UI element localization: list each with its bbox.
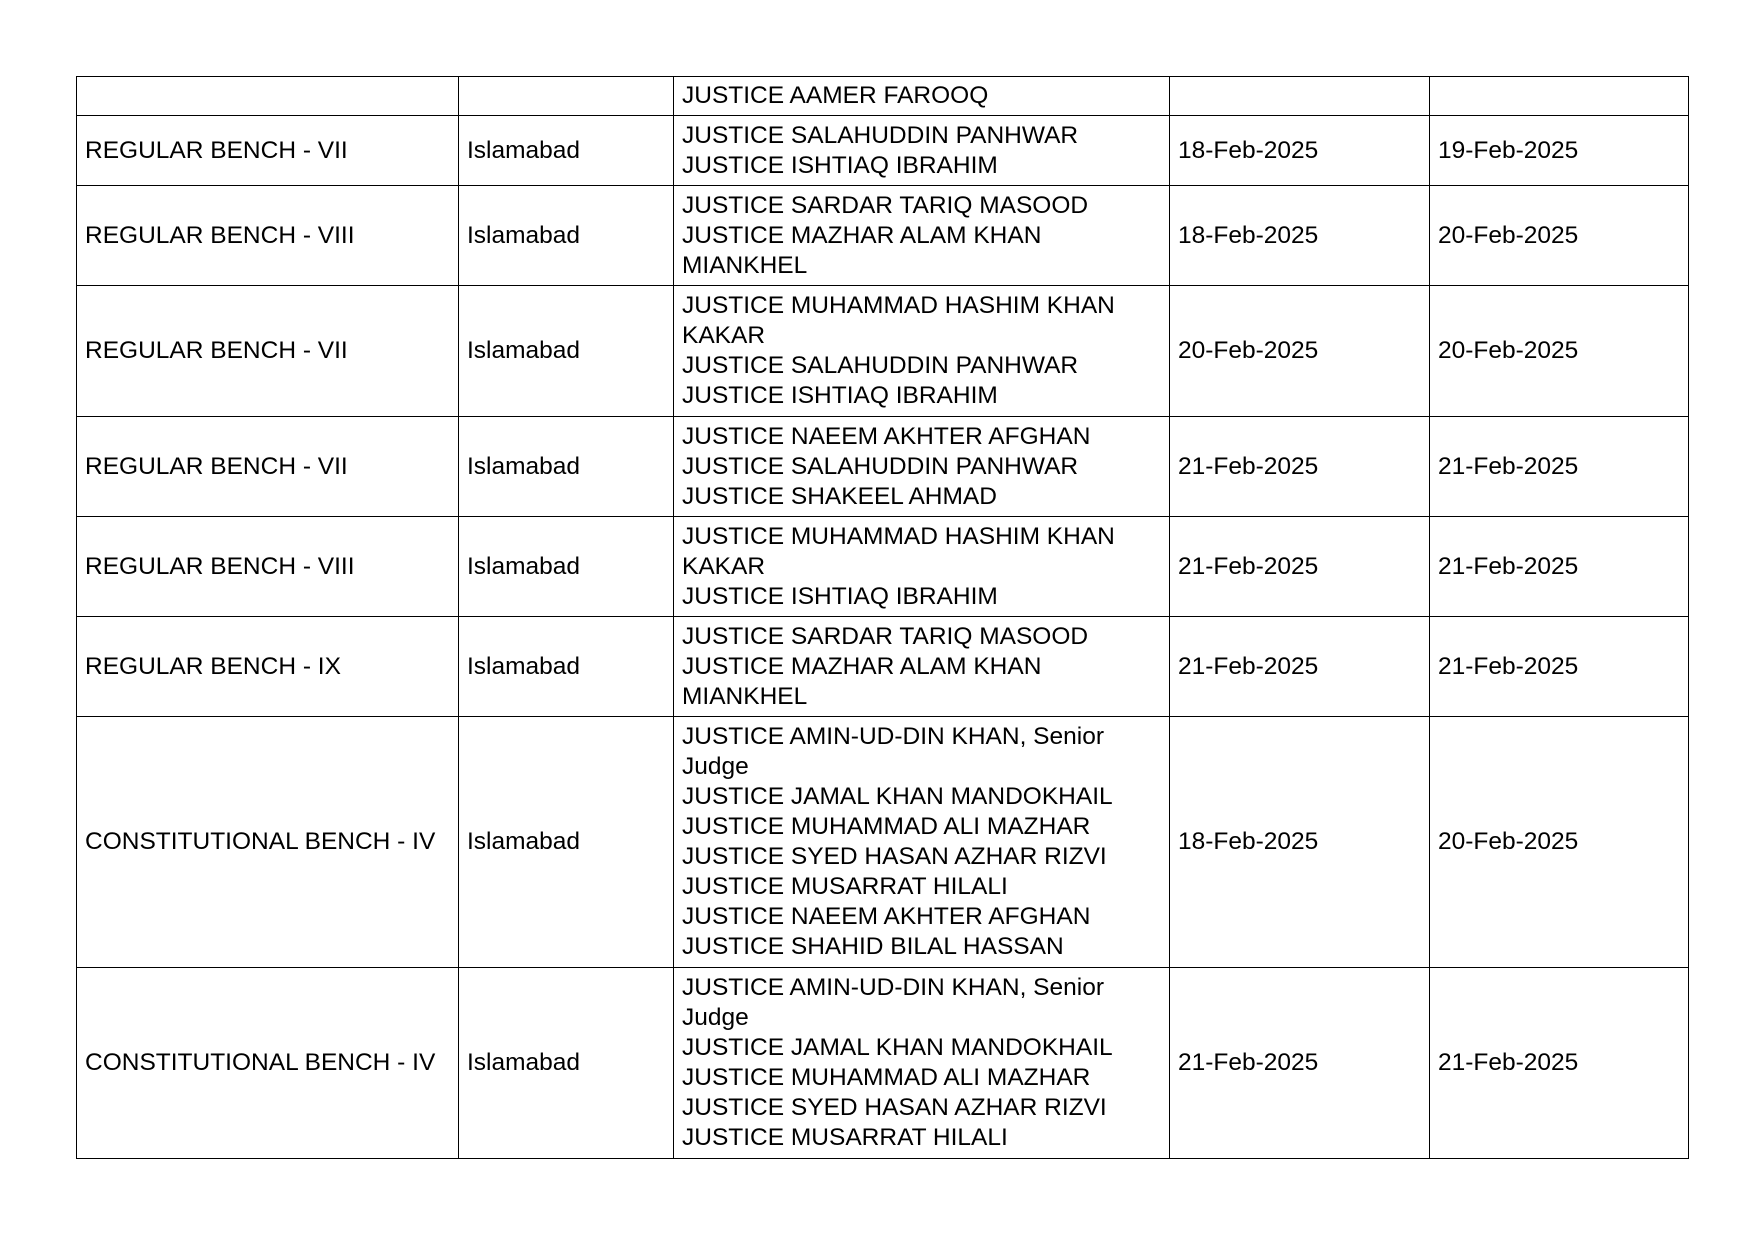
judges-cell bbox=[674, 717, 1170, 968]
from-date-cell: 18-Feb-2025 bbox=[1170, 186, 1430, 286]
judge-name: JUSTICE ISHTIAQ IBRAHIM bbox=[682, 582, 998, 610]
station-cell: Islamabad bbox=[459, 968, 674, 1159]
table-row bbox=[77, 186, 1689, 286]
judge-name: Judge bbox=[682, 753, 749, 780]
judge-name: JUSTICE SALAHUDDIN PANHWAR bbox=[682, 352, 1079, 379]
to-date-cell: 21-Feb-2025 bbox=[1430, 417, 1689, 517]
judge-name: JUSTICE MUSARRAT HILALI bbox=[682, 1124, 1008, 1151]
to-date-cell: 21-Feb-2025 bbox=[1430, 517, 1689, 617]
from-date-cell: 21-Feb-2025 bbox=[1170, 968, 1430, 1159]
judge-name: JUSTICE AAMER FAROOQ bbox=[682, 82, 989, 109]
station-cell bbox=[459, 77, 674, 116]
from-date-cell: 18-Feb-2025 bbox=[1170, 717, 1430, 968]
judge-name: JUSTICE JAMAL KHAN MANDOKHAIL bbox=[682, 1034, 1113, 1061]
table-row bbox=[77, 717, 1689, 968]
judge-name: KAKAR bbox=[682, 322, 766, 349]
judge-name: JUSTICE SALAHUDDIN PANHWAR bbox=[682, 452, 1079, 480]
bench-name-cell: REGULAR BENCH - VII bbox=[77, 116, 459, 186]
table-row bbox=[77, 968, 1689, 1159]
to-date-cell: 20-Feb-2025 bbox=[1430, 717, 1689, 968]
judge-name: JUSTICE MUHAMMAD ALI MAZHAR bbox=[682, 813, 1091, 840]
table-row bbox=[77, 417, 1689, 517]
judges-cell bbox=[674, 617, 1170, 717]
judge-name: JUSTICE MUHAMMAD HASHIM KHAN bbox=[682, 522, 1115, 550]
judge-name: JUSTICE NAEEM AKHTER AFGHAN bbox=[682, 903, 1091, 930]
station-cell: Islamabad bbox=[459, 617, 674, 717]
judge-name: JUSTICE MUHAMMAD ALI MAZHAR bbox=[682, 1064, 1091, 1091]
from-date-cell: 21-Feb-2025 bbox=[1170, 617, 1430, 717]
bench-name-cell: REGULAR BENCH - VIII bbox=[77, 517, 459, 617]
judge-name: JUSTICE AMIN-UD-DIN KHAN, Senior bbox=[682, 974, 1105, 1001]
to-date-cell: 19-Feb-2025 bbox=[1430, 116, 1689, 186]
judges-cell bbox=[674, 517, 1170, 617]
from-date-cell bbox=[1170, 77, 1430, 116]
station-cell: Islamabad bbox=[459, 186, 674, 286]
judge-name: JUSTICE SHAHID BILAL HASSAN bbox=[682, 933, 1064, 960]
table-row bbox=[77, 77, 1689, 116]
judge-name: JUSTICE MAZHAR ALAM KHAN bbox=[682, 221, 1042, 249]
to-date-cell: 20-Feb-2025 bbox=[1430, 286, 1689, 417]
bench-name-cell bbox=[77, 77, 459, 116]
from-date-cell: 21-Feb-2025 bbox=[1170, 517, 1430, 617]
judge-name: JUSTICE SARDAR TARIQ MASOOD bbox=[682, 191, 1089, 219]
judge-name: JUSTICE MUHAMMAD HASHIM KHAN bbox=[682, 292, 1115, 319]
table-row bbox=[77, 286, 1689, 417]
judge-name: KAKAR bbox=[682, 552, 766, 580]
station-cell: Islamabad bbox=[459, 116, 674, 186]
judge-name: JUSTICE AMIN-UD-DIN KHAN, Senior bbox=[682, 723, 1105, 750]
to-date-cell bbox=[1430, 77, 1689, 116]
table-row bbox=[77, 617, 1689, 717]
judge-name: Judge bbox=[682, 1004, 749, 1031]
table-row bbox=[77, 517, 1689, 617]
judge-name: JUSTICE ISHTIAQ IBRAHIM bbox=[682, 151, 998, 179]
judge-name: JUSTICE JAMAL KHAN MANDOKHAIL bbox=[682, 783, 1113, 810]
bench-name-cell: REGULAR BENCH - VII bbox=[77, 417, 459, 517]
from-date-cell: 20-Feb-2025 bbox=[1170, 286, 1430, 417]
from-date-cell: 18-Feb-2025 bbox=[1170, 116, 1430, 186]
judge-name: JUSTICE MUSARRAT HILALI bbox=[682, 873, 1008, 900]
station-cell: Islamabad bbox=[459, 417, 674, 517]
station-cell: Islamabad bbox=[459, 517, 674, 617]
station-cell: Islamabad bbox=[459, 286, 674, 417]
to-date-cell: 21-Feb-2025 bbox=[1430, 968, 1689, 1159]
judge-name: JUSTICE SALAHUDDIN PANHWAR bbox=[682, 121, 1079, 149]
judges-cell bbox=[674, 417, 1170, 517]
table-row bbox=[77, 116, 1689, 186]
judges-cell bbox=[674, 116, 1170, 186]
judge-name: JUSTICE SHAKEEL AHMAD bbox=[682, 482, 997, 510]
bench-name-cell: REGULAR BENCH - VIII bbox=[77, 186, 459, 286]
judges-cell bbox=[674, 968, 1170, 1159]
to-date-cell: 21-Feb-2025 bbox=[1430, 617, 1689, 717]
judge-name: MIANKHEL bbox=[682, 251, 808, 279]
judges-cell bbox=[674, 286, 1170, 417]
judge-name: MIANKHEL bbox=[682, 682, 808, 710]
from-date-cell: 21-Feb-2025 bbox=[1170, 417, 1430, 517]
bench-name-cell: REGULAR BENCH - VII bbox=[77, 286, 459, 417]
bench-roster-table bbox=[76, 76, 1689, 1159]
judge-name: JUSTICE MAZHAR ALAM KHAN bbox=[682, 652, 1042, 680]
station-cell: Islamabad bbox=[459, 717, 674, 968]
judge-name: JUSTICE SYED HASAN AZHAR RIZVI bbox=[682, 843, 1107, 870]
bench-roster-body bbox=[77, 77, 1689, 1159]
to-date-cell: 20-Feb-2025 bbox=[1430, 186, 1689, 286]
judge-name: JUSTICE ISHTIAQ IBRAHIM bbox=[682, 382, 998, 409]
judges-cell bbox=[674, 77, 1170, 116]
judges-cell bbox=[674, 186, 1170, 286]
judge-name: JUSTICE NAEEM AKHTER AFGHAN bbox=[682, 422, 1091, 450]
bench-name-cell: CONSTITUTIONAL BENCH - IV bbox=[77, 717, 459, 968]
judge-name: JUSTICE SYED HASAN AZHAR RIZVI bbox=[682, 1094, 1107, 1121]
bench-name-cell: CONSTITUTIONAL BENCH - IV bbox=[77, 968, 459, 1159]
bench-name-cell: REGULAR BENCH - IX bbox=[77, 617, 459, 717]
judge-name: JUSTICE SARDAR TARIQ MASOOD bbox=[682, 622, 1089, 650]
